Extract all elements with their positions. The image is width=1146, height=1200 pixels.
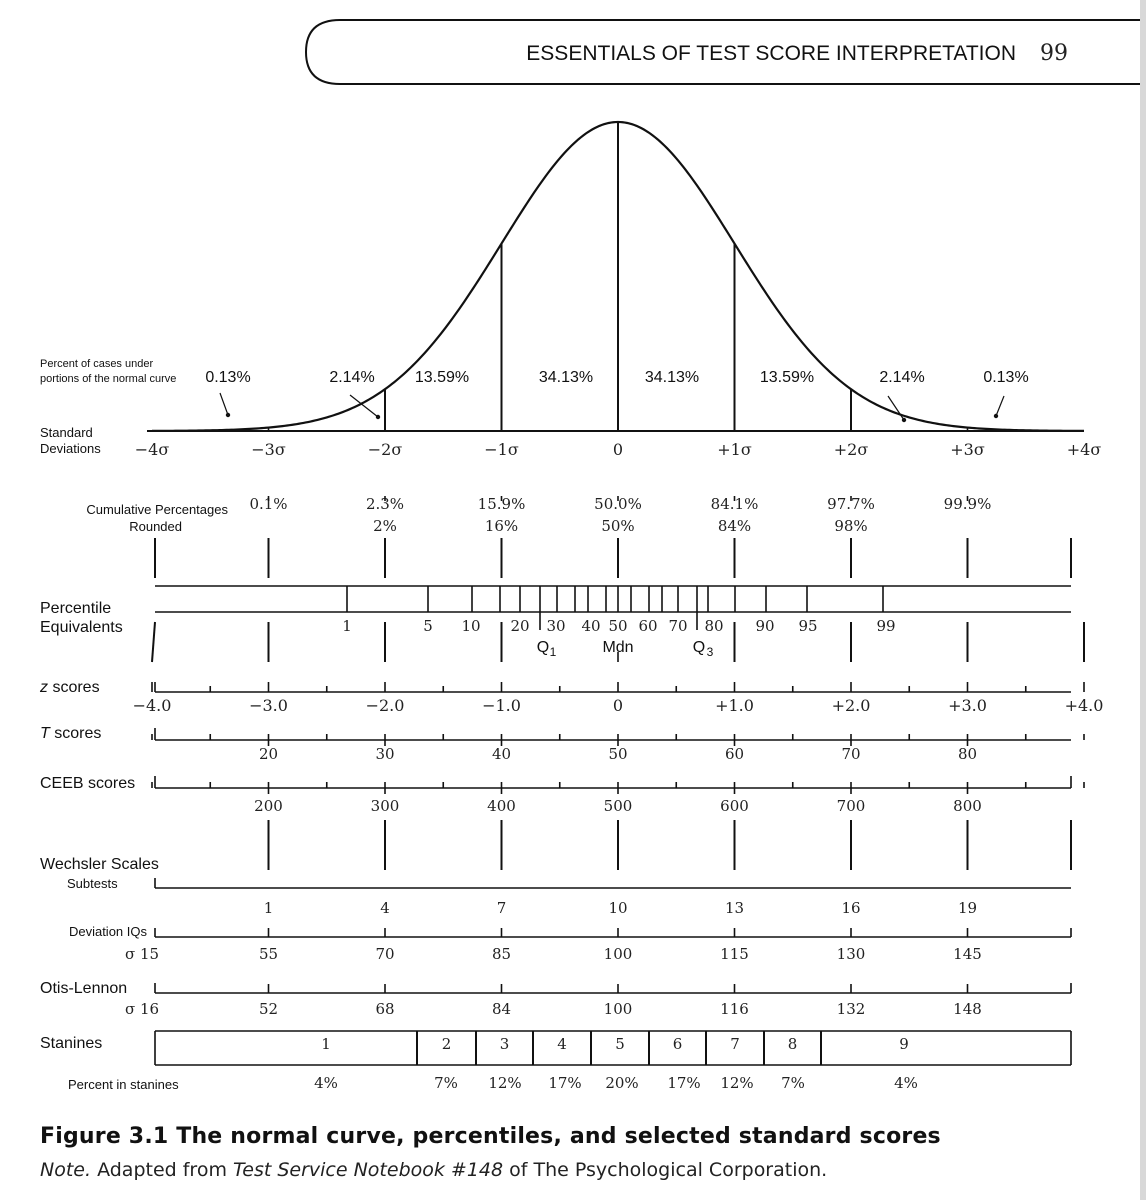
area-percent-label: 2.14% xyxy=(329,369,375,386)
quartile-q1-sub: 1 xyxy=(549,645,557,659)
otis-label: Otis-Lennon xyxy=(40,980,128,997)
t-scores-label: T scores xyxy=(40,725,102,742)
median-label: Mdn xyxy=(602,639,634,656)
percentile-label: 40 xyxy=(581,617,601,635)
percent-cases-label-1: Percent of cases under xyxy=(40,358,154,370)
percentile-connector xyxy=(152,622,155,662)
stanine-percent: 17% xyxy=(548,1074,582,1092)
t-score-value: 20 xyxy=(258,745,279,763)
pointer-arrowhead xyxy=(902,418,906,422)
stanine-number: 7 xyxy=(730,1035,740,1053)
std-dev-label: −3σ xyxy=(251,440,286,459)
stanines-label: Stanines xyxy=(40,1035,103,1052)
percentile-label: 1 xyxy=(342,617,352,635)
stanine-percent: 4% xyxy=(314,1074,338,1092)
stanine-number: 2 xyxy=(441,1035,452,1053)
stanine-number: 1 xyxy=(321,1035,331,1053)
area-percent-label: 2.14% xyxy=(879,369,925,386)
z-score-value: −2.0 xyxy=(365,696,405,715)
t-score-value: 80 xyxy=(957,745,978,763)
std-dev-label-1: Standard xyxy=(40,425,93,440)
subtest-value: 4 xyxy=(380,899,390,917)
deviation-iq-value: 145 xyxy=(953,945,982,963)
t-score-value: 60 xyxy=(724,745,745,763)
ceeb-label: CEEB scores xyxy=(40,775,136,792)
subtest-value: 1 xyxy=(263,899,274,917)
deviation-iq-value: 130 xyxy=(836,945,866,963)
generated-marks xyxy=(133,369,1104,1092)
t-score-value: 40 xyxy=(491,745,512,763)
percentile-label: 60 xyxy=(638,617,658,635)
subtest-value: 13 xyxy=(724,899,745,917)
z-score-value: −1.0 xyxy=(482,696,521,715)
pointer-arrowhead xyxy=(376,415,380,419)
stanine-number: 8 xyxy=(787,1035,798,1053)
area-percent-label: 34.13% xyxy=(538,369,594,386)
area-percent-label: 13.59% xyxy=(414,369,470,386)
percentile-label-1: Percentile xyxy=(40,600,112,617)
quartile-q3-sub: 3 xyxy=(706,645,714,659)
otis-lennon-value: 84 xyxy=(491,1000,512,1018)
std-dev-label: +2σ xyxy=(833,440,869,459)
percentile-label: 20 xyxy=(510,617,530,635)
note-source: Test Service Notebook #148 xyxy=(233,1159,504,1181)
otis-lennon-value: 148 xyxy=(953,1000,982,1018)
otis-lennon-value: 132 xyxy=(836,1000,866,1018)
deviation-iq-value: 85 xyxy=(491,945,512,963)
cumulative-rounded: 98% xyxy=(834,517,868,535)
pointer-arrow xyxy=(220,393,228,415)
sigma15-label: σ 15 xyxy=(125,945,160,963)
deviation-iq-value: 100 xyxy=(603,945,633,963)
cumulative-percent: 84.1% xyxy=(710,495,759,513)
std-dev-label-2: Deviations xyxy=(40,441,101,456)
percent-cases-label-2: portions of the normal curve xyxy=(40,373,177,385)
deviation-iq-value: 55 xyxy=(258,945,279,963)
subtest-value: 19 xyxy=(957,899,978,917)
percentile-label: 70 xyxy=(668,617,688,635)
ceeb-score-value: 200 xyxy=(254,797,283,815)
cumulative-percent: 15.9% xyxy=(477,495,526,513)
otis-lennon-value: 52 xyxy=(258,1000,279,1018)
area-percent-label: 13.59% xyxy=(759,369,815,386)
note-text-1: Adapted from xyxy=(91,1159,233,1181)
percentile-label: 10 xyxy=(461,617,481,635)
area-percent-label: 0.13% xyxy=(205,369,251,386)
stanine-percent: 12% xyxy=(488,1074,522,1092)
percentile-label-2: Equivalents xyxy=(40,619,123,636)
cumulative-percent: 97.7% xyxy=(827,495,875,513)
pointer-arrow xyxy=(888,396,904,420)
quartile-q3: Q xyxy=(692,639,706,656)
deviation-iq-value: 115 xyxy=(720,945,749,963)
page-number: 99 xyxy=(1040,41,1068,66)
percentile-label: 99 xyxy=(876,617,896,635)
cumulative-percent: 50.0% xyxy=(594,495,642,513)
pointer-arrowhead xyxy=(994,414,998,418)
otis-lennon-value: 116 xyxy=(720,1000,749,1018)
z-score-value: +4.0 xyxy=(1064,696,1104,715)
cumulative-rounded: 2% xyxy=(373,517,397,535)
pointer-arrow xyxy=(996,396,1004,416)
std-dev-label: 0 xyxy=(612,440,624,459)
cumulative-percent: 2.3% xyxy=(365,495,405,513)
z-score-value: −4.0 xyxy=(132,696,172,715)
percentile-label: 50 xyxy=(608,617,628,635)
deviation-iqs-label: Deviation IQs xyxy=(68,924,147,939)
cumulative-rounded: 50% xyxy=(601,517,635,535)
z-score-value: +2.0 xyxy=(831,696,871,715)
std-dev-label: −4σ xyxy=(134,440,170,459)
ceeb-score-value: 500 xyxy=(603,797,633,815)
subtests-label: Subtests xyxy=(67,876,118,891)
std-dev-label: −1σ xyxy=(484,440,519,459)
ceeb-score-value: 700 xyxy=(836,797,866,815)
z-score-value: +3.0 xyxy=(948,696,987,715)
stanine-percent: 7% xyxy=(434,1074,458,1092)
cumulative-label-2: Rounded xyxy=(129,519,182,534)
stanine-number: 9 xyxy=(899,1035,909,1053)
t-score-value: 50 xyxy=(608,745,628,763)
ceeb-score-value: 400 xyxy=(487,797,516,815)
ceeb-score-value: 600 xyxy=(720,797,749,815)
stanine-percent: 4% xyxy=(894,1074,918,1092)
subtest-value: 10 xyxy=(608,899,628,917)
percentile-label: 5 xyxy=(423,617,433,635)
z-score-value: 0 xyxy=(612,696,624,715)
cumulative-rounded: 84% xyxy=(717,517,752,535)
stanine-number: 6 xyxy=(672,1035,683,1053)
std-dev-label: +3σ xyxy=(950,440,985,459)
scrollbar[interactable] xyxy=(1140,0,1146,1200)
stanine-percent: 7% xyxy=(781,1074,805,1092)
cumulative-label-1: Cumulative Percentages xyxy=(86,502,228,517)
cumulative-percent: 99.9% xyxy=(943,495,992,513)
figure-note xyxy=(40,1159,1100,1181)
z-score-value: +1.0 xyxy=(715,696,754,715)
percentile-label: 95 xyxy=(798,617,818,635)
percentile-label: 30 xyxy=(546,617,566,635)
note-prefix: Note. xyxy=(40,1159,92,1181)
stanine-percent: 12% xyxy=(720,1074,754,1092)
pointer-arrowhead xyxy=(226,413,230,417)
percentile-label: 80 xyxy=(704,617,724,635)
z-scores-label: z scores xyxy=(40,679,100,696)
cumulative-rounded: 16% xyxy=(484,517,519,535)
running-title: ESSENTIALS OF TEST SCORE INTERPRETATION xyxy=(526,42,1016,65)
deviation-iq-value: 70 xyxy=(375,945,395,963)
stanine-number: 5 xyxy=(615,1035,625,1053)
note-text-2: of The Psychological Corporation. xyxy=(503,1159,828,1181)
stanine-number: 4 xyxy=(557,1035,567,1053)
area-percent-label: 34.13% xyxy=(644,369,700,386)
quartile-q1: Q xyxy=(536,639,550,656)
cumulative-percent: 0.1% xyxy=(249,495,288,513)
otis-lennon-value: 100 xyxy=(603,1000,633,1018)
otis-lennon-value: 68 xyxy=(375,1000,395,1018)
wechsler-label: Wechsler Scales xyxy=(40,856,159,873)
sigma16-label: σ 16 xyxy=(125,1000,160,1018)
stanine-percent: 17% xyxy=(667,1074,701,1092)
stanine-number: 3 xyxy=(499,1035,510,1053)
ceeb-score-value: 800 xyxy=(953,797,982,815)
percentile-label: 90 xyxy=(755,617,775,635)
std-dev-label: −2σ xyxy=(367,440,403,459)
scale-rules xyxy=(155,586,1071,1065)
area-percent-label: 0.13% xyxy=(983,369,1029,386)
std-dev-label: +4σ xyxy=(1066,440,1102,459)
figure-caption xyxy=(40,1124,1100,1181)
subtest-value: 16 xyxy=(841,899,861,917)
subtest-value: 7 xyxy=(496,899,507,917)
percent-stanines-label: Percent in stanines xyxy=(68,1077,179,1092)
t-score-value: 70 xyxy=(841,745,861,763)
ceeb-score-value: 300 xyxy=(370,797,400,815)
std-dev-label: +1σ xyxy=(717,440,752,459)
stanine-percent: 20% xyxy=(605,1074,639,1092)
z-score-value: −3.0 xyxy=(249,696,288,715)
figure-title: Figure 3.1 The normal curve, percentiles, and selected standard scores xyxy=(40,1124,941,1149)
t-score-value: 30 xyxy=(375,745,395,763)
